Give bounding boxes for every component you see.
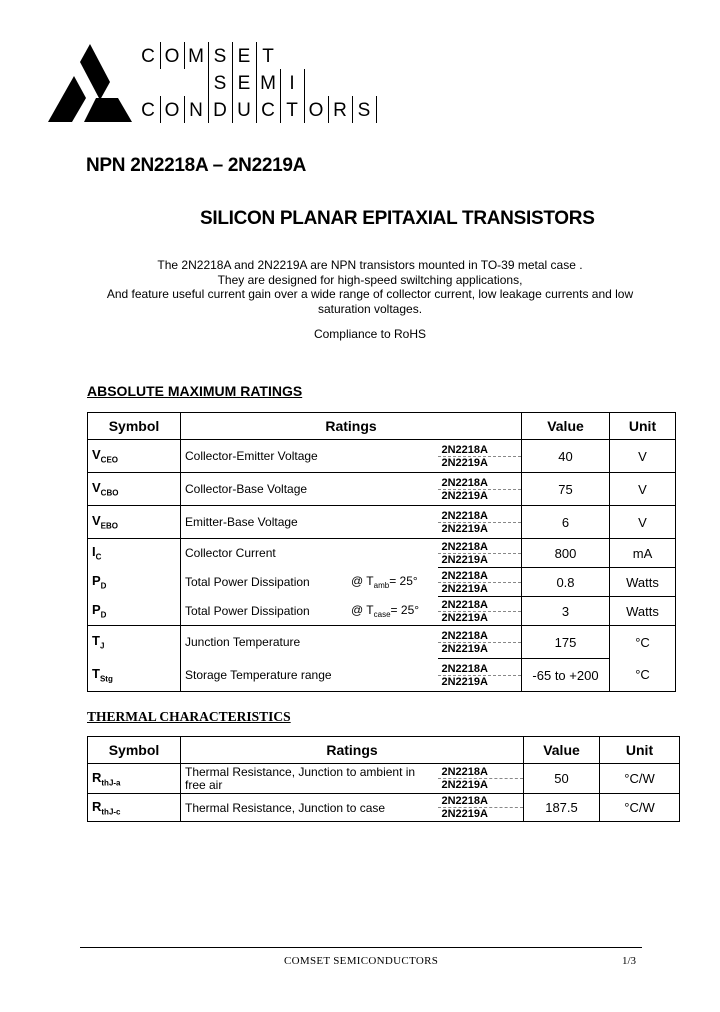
- device-label: 2N2218A: [438, 663, 522, 676]
- symbol-cell: [88, 794, 181, 822]
- device-label: 2N2218A: [438, 510, 522, 523]
- value-cell: 187.5: [524, 794, 600, 822]
- table-row: [88, 506, 676, 539]
- device-cell: [438, 764, 524, 794]
- logo-separator: [304, 69, 305, 96]
- value-cell: 75: [522, 473, 610, 506]
- logo-letter: E: [237, 73, 251, 94]
- device-cell: [438, 597, 522, 626]
- rating-cell: Junction Temperature: [181, 626, 438, 659]
- section-heading-thermal: THERMAL CHARACTERISTICS: [87, 709, 291, 724]
- device-cell: [438, 626, 522, 659]
- logo-letter: T: [286, 100, 298, 121]
- logo-separator: [208, 96, 209, 123]
- logo-separator: [304, 96, 305, 123]
- symbol-cell: [88, 764, 181, 794]
- table-row: [88, 539, 676, 568]
- logo-separator: [184, 42, 185, 69]
- symbol-cell: [88, 440, 181, 473]
- rating-cell: Collector-Emitter Voltage: [181, 440, 438, 473]
- footer-divider: [80, 947, 642, 948]
- rating-text: Total Power Dissipation: [185, 575, 310, 589]
- device-label: 2N2218A: [438, 444, 522, 457]
- description-line: saturation voltages.: [317, 301, 423, 316]
- rating-cell: [181, 568, 438, 597]
- logo-separator: [256, 69, 257, 96]
- symbol-subscript: J: [99, 642, 105, 652]
- logo-letter: T: [262, 46, 274, 67]
- compliance-note: Compliance to RoHS: [313, 327, 427, 341]
- condition-text: @ T: [351, 602, 374, 617]
- description-line: The 2N2218A and 2N2219A are NPN transistors mounted in TO-39 metal case .: [157, 258, 583, 272]
- unit-cell: V: [610, 473, 676, 506]
- logo-letter: I: [289, 73, 295, 94]
- logo-separator: [280, 69, 281, 96]
- unit-cell: °C: [610, 659, 676, 692]
- logo-separator: [160, 96, 161, 123]
- device-cell: [438, 473, 522, 506]
- device-cell: [438, 506, 522, 539]
- abs-max-table: [87, 412, 676, 692]
- condition-subscript: case: [373, 609, 391, 619]
- logo-separator: [160, 42, 161, 69]
- unit-cell: °C: [610, 626, 676, 659]
- logo-separator: [184, 96, 185, 123]
- value-cell: -65 to +200: [522, 659, 610, 692]
- table-row: [88, 764, 680, 794]
- header-ratings: Ratings: [181, 737, 524, 764]
- logo-separator: [232, 42, 233, 69]
- rating-cell: Collector-Base Voltage: [181, 473, 438, 506]
- logo-letter: S: [213, 46, 227, 67]
- unit-cell: V: [610, 506, 676, 539]
- symbol-letter: I: [92, 544, 96, 560]
- symbol-cell: [88, 659, 181, 692]
- symbol-cell: [88, 506, 181, 539]
- rating-cell: Emitter-Base Voltage: [181, 506, 438, 539]
- device-label: 2N2219A: [441, 553, 488, 566]
- symbol-subscript: C: [95, 553, 102, 563]
- table-row: [88, 597, 676, 626]
- page-title: NPN 2N2218A – 2N2219A: [86, 155, 307, 176]
- footer-page-number: 1/3: [622, 955, 637, 967]
- symbol-subscript: thJ-c: [101, 807, 121, 817]
- rating-cell: [181, 597, 438, 626]
- rating-cell: Collector Current: [181, 539, 438, 568]
- device-label: 2N2218A: [438, 477, 522, 490]
- logo-letter: D: [213, 100, 227, 121]
- table-row: [88, 659, 676, 692]
- symbol-subscript: EBO: [100, 521, 119, 531]
- value-cell: 3: [522, 597, 610, 626]
- symbol-cell: [88, 597, 181, 626]
- device-cell: [438, 794, 524, 822]
- unit-cell: Watts: [610, 568, 676, 597]
- unit-cell: V: [610, 440, 676, 473]
- logo-letter: O: [308, 100, 324, 121]
- value-cell: 175: [522, 626, 610, 659]
- logo-letter: O: [164, 46, 180, 67]
- device-label: 2N2219A: [441, 456, 488, 469]
- logo-triangle-icon: [44, 42, 136, 124]
- condition-text: @ T: [351, 573, 374, 588]
- logo-letter: U: [237, 100, 251, 121]
- symbol-subscript: Stg: [99, 674, 113, 684]
- condition-value: = 25°: [389, 573, 418, 588]
- logo-letter: C: [141, 100, 155, 121]
- header-value: Value: [524, 737, 600, 764]
- device-cell: [438, 568, 522, 597]
- symbol-letter: V: [92, 513, 101, 529]
- device-label: 2N2218A: [438, 766, 524, 779]
- symbol-letter: V: [92, 480, 101, 496]
- logo-letter: M: [188, 46, 204, 67]
- logo-letter: R: [333, 100, 347, 121]
- description-line: They are designed for high-speed swiltching applications,: [217, 272, 523, 287]
- device-label: 2N2219A: [441, 611, 488, 624]
- device-label: 2N2219A: [441, 582, 488, 595]
- symbol-cell: [88, 568, 181, 597]
- header-value: Value: [522, 413, 610, 440]
- page-subtitle: SILICON PLANAR EPITAXIAL TRANSISTORS: [200, 208, 595, 229]
- value-cell: 50: [524, 764, 600, 794]
- table-header-row: [88, 413, 676, 440]
- rating-condition: [351, 603, 419, 619]
- device-label: 2N2218A: [438, 541, 522, 554]
- device-label: 2N2219A: [441, 642, 488, 655]
- rating-cell: Thermal Resistance, Junction to ambient in free air: [181, 764, 438, 794]
- device-label: 2N2219A: [441, 779, 488, 791]
- logo-letter: N: [189, 100, 203, 121]
- device-cell: [438, 659, 522, 692]
- logo-separator: [208, 69, 209, 96]
- logo-letter: O: [164, 100, 180, 121]
- value-cell: 800: [522, 539, 610, 568]
- thermal-table: [87, 736, 680, 822]
- device-label: 2N2218A: [438, 630, 522, 643]
- table-row: [88, 440, 676, 473]
- symbol-letter: P: [92, 573, 101, 589]
- symbol-letter: R: [92, 769, 102, 785]
- header-symbol: Symbol: [88, 413, 181, 440]
- symbol-subscript: CEO: [100, 455, 119, 465]
- table-row: [88, 626, 676, 659]
- device-cell: [438, 440, 522, 473]
- header-unit: Unit: [600, 737, 680, 764]
- unit-cell: °C/W: [600, 764, 680, 794]
- logo-separator: [256, 96, 257, 123]
- unit-cell: mA: [610, 539, 676, 568]
- value-cell: 0.8: [522, 568, 610, 597]
- section-heading-abs-max: ABSOLUTE MAXIMUM RATINGS: [87, 383, 303, 399]
- symbol-cell: [88, 473, 181, 506]
- symbol-cell: [88, 539, 181, 568]
- logo-letter: S: [357, 100, 371, 121]
- header-symbol: Symbol: [88, 737, 181, 764]
- logo-separator: [232, 69, 233, 96]
- logo-separator: [280, 96, 281, 123]
- logo-letter: C: [261, 100, 275, 121]
- condition-subscript: amb: [373, 581, 390, 591]
- logo-separator: [208, 42, 209, 69]
- rating-cell: Storage Temperature range: [181, 659, 438, 692]
- symbol-letter: P: [92, 601, 101, 617]
- device-cell: [438, 539, 522, 568]
- symbol-letter: R: [92, 798, 102, 814]
- logo-letter: S: [213, 73, 227, 94]
- header-ratings: Ratings: [181, 413, 522, 440]
- symbol-subscript: CBO: [100, 488, 119, 498]
- description-line: And feature useful current gain over a wide range of collector current, low leakage currents and low: [106, 287, 634, 301]
- table-row: [88, 473, 676, 506]
- unit-cell: Watts: [610, 597, 676, 626]
- footer-company: COMSET SEMICONDUCTORS: [284, 955, 439, 967]
- device-label: 2N2219A: [441, 522, 488, 535]
- rating-text: Total Power Dissipation: [185, 603, 310, 618]
- device-label: 2N2219A: [441, 808, 488, 820]
- table-row: [88, 794, 680, 822]
- logo-separator: [256, 42, 257, 69]
- symbol-letter: T: [92, 633, 100, 649]
- logo-letter: E: [237, 46, 251, 67]
- header-unit: Unit: [610, 413, 676, 440]
- unit-cell: °C/W: [600, 794, 680, 822]
- symbol-letter: T: [92, 665, 100, 681]
- logo-separator: [376, 96, 377, 123]
- rating-cell: Thermal Resistance, Junction to case: [181, 794, 438, 822]
- logo-letter: C: [141, 46, 155, 67]
- device-label: 2N2218A: [438, 599, 522, 612]
- description: [80, 258, 660, 316]
- rating-condition: [351, 574, 418, 590]
- device-label: 2N2218A: [438, 570, 522, 583]
- symbol-subscript: thJ-a: [101, 778, 121, 788]
- device-label: 2N2219A: [441, 675, 488, 688]
- value-cell: 6: [522, 506, 610, 539]
- symbol-subscript: D: [100, 610, 107, 620]
- table-row: [88, 568, 676, 597]
- value-cell: 40: [522, 440, 610, 473]
- symbol-subscript: D: [100, 581, 107, 591]
- logo-separator: [232, 96, 233, 123]
- symbol-cell: [88, 626, 181, 659]
- logo-letter: M: [260, 73, 276, 94]
- logo-separator: [328, 96, 329, 123]
- device-label: 2N2218A: [438, 795, 524, 808]
- condition-value: = 25°: [390, 602, 420, 617]
- symbol-letter: V: [92, 447, 101, 463]
- table-header-row: [88, 737, 680, 764]
- logo-separator: [352, 96, 353, 123]
- device-label: 2N2219A: [441, 489, 488, 502]
